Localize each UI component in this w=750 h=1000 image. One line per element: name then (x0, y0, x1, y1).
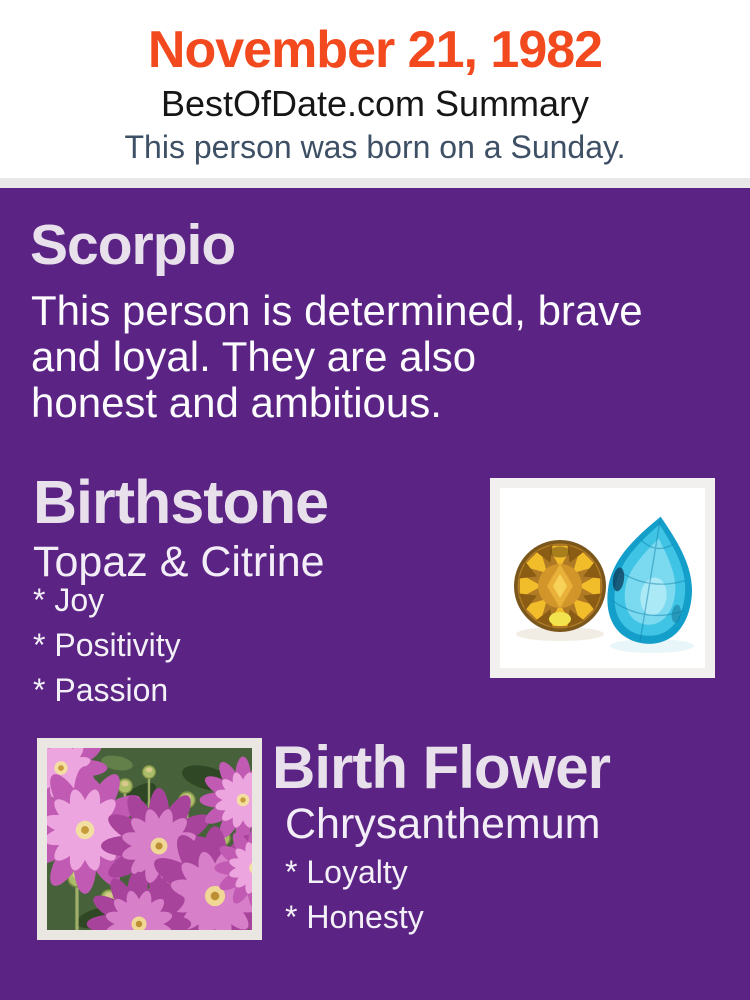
birth-flower-photo (37, 738, 262, 940)
date-title: November 21, 1982 (147, 21, 603, 79)
birth-flower-trait: * Loyalty (285, 854, 408, 890)
birth-flower-heading: Birth Flower (272, 734, 611, 801)
site-name: BestOfDate.com Summary (160, 83, 590, 124)
birthstone-photo (490, 478, 715, 678)
birth-flower-trait-list (285, 850, 424, 940)
birthstone-names: Topaz & Citrine (33, 538, 325, 586)
summary-body (0, 188, 750, 1000)
header (0, 0, 750, 178)
birth-flower-trait: * Honesty (285, 899, 424, 935)
zodiac-description-line: and loyal. They are also (31, 333, 477, 380)
chrysanthemum-illustration (47, 748, 252, 930)
topaz-gem-icon (514, 540, 606, 632)
birth-flower-name: Chrysanthemum (285, 800, 601, 848)
birthstone-heading: Birthstone (33, 468, 328, 536)
birth-day-note: This person was born on a Sunday. (124, 129, 626, 165)
birthstone-trait-list (33, 578, 181, 713)
header-divider (0, 178, 750, 188)
birthstone-trait: * Joy (33, 582, 105, 618)
zodiac-sign-heading: Scorpio (30, 213, 236, 277)
zodiac-description-line: This person is determined, brave (31, 287, 643, 334)
birthstone-trait: * Passion (33, 672, 169, 708)
gems-illustration (500, 488, 705, 668)
zodiac-description-line: honest and ambitious. (31, 379, 442, 426)
zodiac-description (31, 288, 643, 426)
birthstone-trait: * Positivity (33, 627, 181, 663)
